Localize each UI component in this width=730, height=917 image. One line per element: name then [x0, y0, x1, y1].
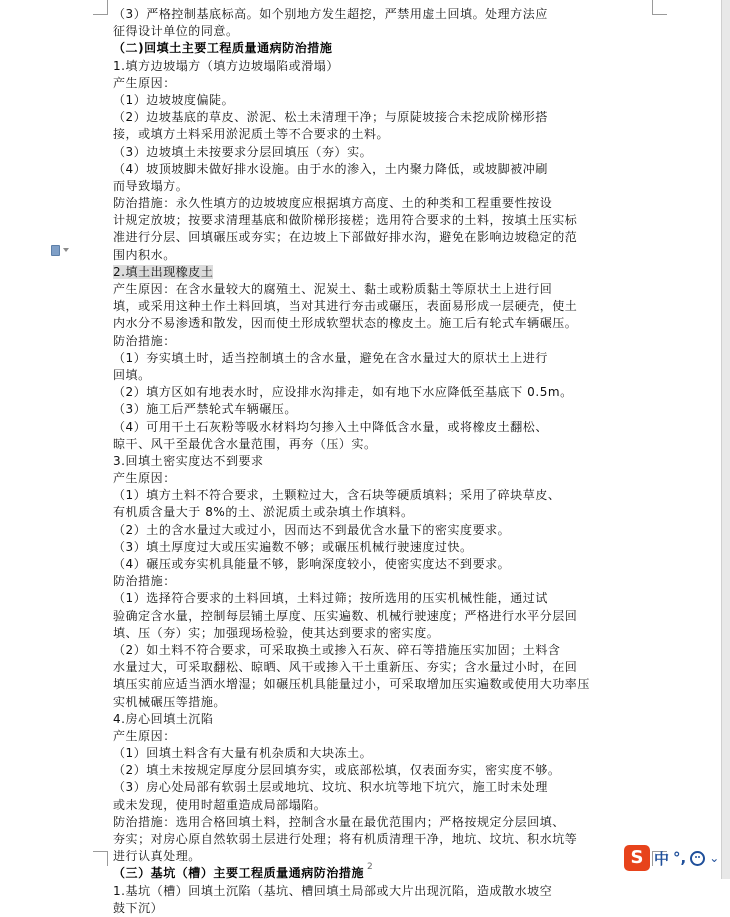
text-line: （2）填土未按规定厚度分层回填夯实，或底部松填，仅表面夯实，密实度不够。 [113, 763, 561, 778]
text-line: 4.房心回填土沉陷 [113, 711, 214, 726]
text-line: 或未发现，使用时超重造成局部塌陷。 [113, 797, 327, 812]
text-line: 填压实前应适当洒水增湿；如碾压机具能量过小，可采取增加压实遍数或使用大功率压 [113, 677, 590, 692]
text-line: 1.填方边坡塌方（填方边坡塌陷或滑塌） [113, 58, 339, 73]
text-line: （1）填方土料不符合要求，土颗粒过大，含石块等硬质填料；采用了碎块草皮、 [113, 488, 561, 503]
text-line: 产生原因： [113, 471, 176, 486]
text-line: （3）填土厚度过大或压实遍数不够；或碾压机械行驶速度过快。 [113, 539, 473, 554]
text-line: 防治措施： [113, 333, 176, 348]
text-line: （2）填方区如有地表水时，应设排水沟排走，如有地下水应降低至基底下 0.5m。 [113, 385, 573, 400]
text-line: 填，或采用这种土作土料回填，当对其进行夯击或碾压，表面易形成一层硬壳，使土 [113, 299, 578, 314]
text-line: 而导致塌方。 [113, 178, 189, 193]
selected-text: 2.填土出现橡皮土 [113, 264, 214, 279]
text-line: 验确定含水量，控制每层铺土厚度、压实遍数、机械行驶速度；严格进行水平分层回 [113, 608, 578, 623]
text-line: 鼓下沉） [113, 900, 164, 915]
text-line: （3）边坡填土未按要求分层回填压（夯）实。 [113, 144, 373, 159]
text-line: 产生原因： [113, 728, 176, 743]
text-line: 征得设计单位的同意。 [113, 24, 239, 39]
margin-corner-mark [93, 0, 108, 15]
section-heading: （二)回填土主要工程质量通病防治措施 [113, 41, 333, 56]
text-line: （4）碾压或夯实机具能量不够，影响深度较小，使密实度达不到要求。 [113, 557, 511, 571]
text-line: 围内积水。 [113, 247, 176, 262]
ime-more-icon[interactable]: ⌄ [709, 851, 720, 865]
text-line: 实机械碾压等措施。 [113, 694, 226, 709]
text-line: 回填。 [113, 367, 151, 382]
sogou-logo-icon[interactable]: S [624, 845, 650, 871]
text-line: （2）土的含水量过大或过小，因而达不到最优含水量下的密实度要求。 [113, 522, 511, 537]
ime-punctuation-toggle[interactable]: °, [673, 849, 687, 867]
ime-toolbar[interactable] [624, 843, 724, 873]
text-line: 进行认真处理。 [113, 849, 201, 864]
text-line: 计规定放坡；按要求清理基底和做阶梯形接槎；选用符合要求的土料，按填土压实标 [113, 213, 578, 228]
text-line: 晾干、风干至最优含水量范围，再夯（压）实。 [113, 436, 377, 451]
text-line: 1.基坑（槽）回填土沉陷（基坑、槽回填土局部或大片出现沉陷，造成散水坡空 [113, 883, 553, 898]
text-line: 有机质含量大于 8%的土、淤泥质土或杂填土作填料。 [113, 505, 414, 520]
text-line: （4）坡顶坡脚未做好排水设施。由于水的渗入，土内聚力降低，或坡脚被冲刷 [113, 161, 548, 176]
text-line: 水量过大，可采取翻松、晾晒、风干或掺入干土重新压、夯实；含水量过小时，在回 [113, 660, 578, 675]
text-line: （1）选择符合要求的土料回填，土料过筛；按所选用的压实机械性能，通过试 [113, 591, 548, 606]
text-line: 接，或填方土料采用淤泥质土等不合要求的土料。 [113, 127, 390, 142]
text-line [113, 264, 639, 281]
document-body[interactable] [113, 6, 639, 917]
margin-corner-mark [652, 0, 667, 15]
text-line: （1）回填土料含有大量有机杂质和大块冻土。 [113, 746, 373, 761]
page-number: 2 [367, 862, 373, 872]
text-line: （3）严格控制基底标高。如个别地方发生超挖，严禁用虚土回填。处理方法应 [113, 7, 548, 21]
text-line: （3）房心处局部有软弱土层或地坑、坟坑、积水坑等地下坑穴，施工时未处理 [113, 780, 548, 795]
section-heading: （三）基坑（槽）主要工程质量通病防治措施 [113, 866, 365, 881]
text-line: （1）夯实填土时，适当控制填土的含水量，避免在含水量过大的原状土上进行 [113, 350, 548, 365]
text-line: 3.回填土密实度达不到要求 [113, 453, 264, 468]
vertical-scrollbar[interactable] [721, 0, 730, 879]
text-line: 填、压（夯）实；加强现场检验，使其达到要求的密实度。 [113, 625, 440, 640]
text-line: 准进行分层、回填碾压或夯实；在边坡上下部做好排水沟，避免在影响边坡稳定的范 [113, 230, 578, 245]
margin-corner-mark [93, 851, 108, 866]
emoji-icon[interactable] [690, 851, 705, 866]
text-line: 夯实；对房心原自然软弱土层进行处理；将有机质清理干净，地坑、坟坑、积水坑等 [113, 832, 578, 846]
text-line: 防治措施： [113, 574, 176, 589]
text-line: （1）边坡坡度偏陡。 [113, 92, 235, 107]
text-line: 产生原因： [113, 75, 176, 90]
text-line: （3）施工后严禁轮式车辆碾压。 [113, 402, 297, 417]
text-line: 产生原因：在含水量较大的腐殖土、泥炭土、黏土或粉质黏土等原状土上进行回 [113, 282, 553, 296]
text-line: （4）可用干土石灰粉等吸水材料均匀掺入土中降低含水量，或将橡皮土翻松、 [113, 419, 548, 434]
text-line: 内水分不易渗透和散发，因而使土形成软塑状态的橡皮土。施工后有轮式车辆碾压。 [113, 316, 578, 331]
text-line: 防治措施：选用合格回填土料，控制含水量在最优范围内；严格按规定分层回填、 [113, 814, 565, 829]
text-line: （2）如土料不符合要求，可采取换土或掺入石灰、碎石等措施压实加固；土料含 [113, 642, 561, 657]
paragraph-options-icon[interactable] [51, 243, 73, 257]
text-line: 防治措施：永久性填方的边坡坡度应根据填方高度、土的种类和工程重要性按设 [113, 196, 553, 211]
text-line: （2）边坡基底的草皮、淤泥、松土未清理干净；与原陡坡接合未挖成阶梯形搭 [113, 110, 548, 125]
ime-mode-toggle[interactable]: 中 [654, 849, 670, 868]
